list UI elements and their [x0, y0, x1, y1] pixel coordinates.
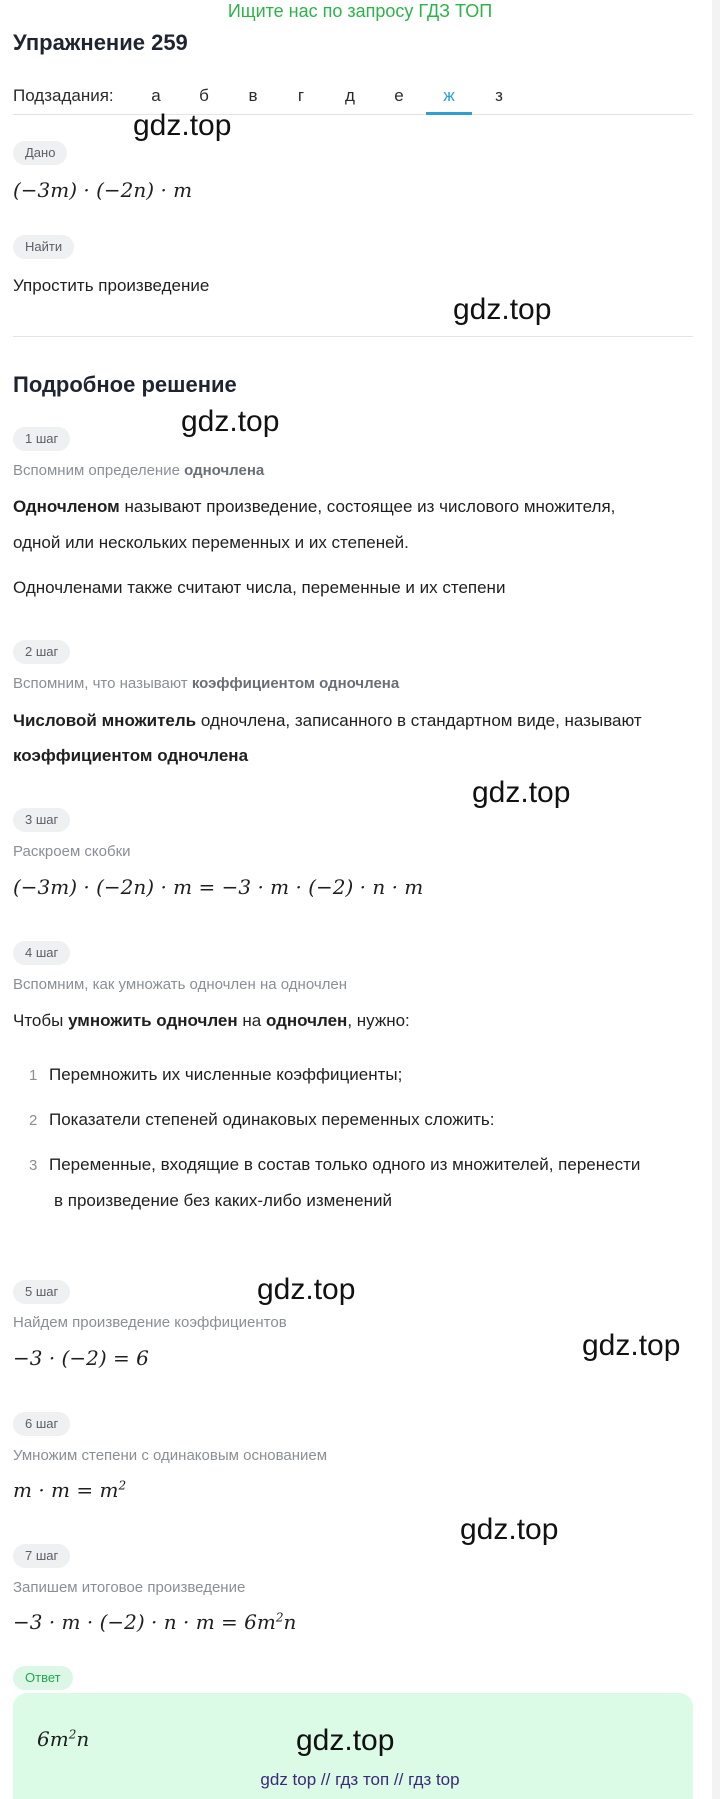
tab-b[interactable]: б	[199, 86, 209, 105]
solution-heading: Подробное решение	[13, 372, 237, 397]
step-2-definition: Числовой множитель одночлена, записанного в стандартном виде, называют	[13, 711, 642, 730]
step-2-definition-line2: коэффициентом одночлена	[13, 746, 249, 765]
list-number: 2	[29, 1112, 38, 1129]
step-6-hint: Умножим степени с одинаковым основанием	[13, 1447, 328, 1464]
step-6-badge: 6 шаг	[13, 1412, 70, 1436]
step-5-badge: 5 шаг	[13, 1280, 70, 1304]
tab-v[interactable]: в	[248, 86, 258, 105]
list-item: Перемножить их численные коэффициенты;	[49, 1065, 403, 1084]
list-number: 3	[29, 1157, 38, 1174]
list-item-continuation: в произведение без каких-либо изменений	[54, 1191, 393, 1210]
watermark: gdz.top	[453, 293, 552, 326]
active-tab-indicator	[426, 112, 472, 115]
step-1-definition: Одночленом называют произведение, состоящее из числового множителя,	[13, 497, 616, 516]
step-2-hint: Вспомним, что называют коэффициентом одночлена	[13, 675, 400, 692]
watermark: gdz.top	[582, 1329, 681, 1362]
step-3-expression: (−3m) · (−2n) · m = −3 · m · (−2) · n · m	[13, 875, 424, 899]
scrollbar[interactable]	[712, 0, 720, 1799]
step-3-hint: Раскроем скобки	[13, 843, 131, 860]
tab-e[interactable]: е	[394, 86, 404, 105]
step-7-expression: $-3 \cdot m \cdot (-2) \cdot n \cdot m = 6m^2n$	[13, 1610, 297, 1634]
tab-d[interactable]: д	[345, 86, 355, 105]
section-divider	[13, 336, 693, 337]
step-4-badge: 4 шаг	[13, 941, 70, 965]
subtasks-label: Подзадания:	[13, 86, 114, 105]
step-1-note: Одночленами также считают числа, переменные и их степени	[13, 578, 506, 597]
watermark: gdz.top	[181, 405, 280, 438]
list-number: 1	[29, 1067, 38, 1084]
step-1-badge: 1 шаг	[13, 427, 70, 451]
tab-z[interactable]: з	[495, 86, 503, 105]
step-7-badge: 7 шаг	[13, 1544, 70, 1568]
step-4-hint: Вспомним, как умножать одночлен на одночлен	[13, 976, 348, 993]
step-3-badge: 3 шаг	[13, 808, 70, 832]
step-5-expression: −3 · (−2) = 6	[13, 1346, 149, 1370]
search-banner[interactable]: Ищите нас по запросу ГДЗ ТОП	[227, 1, 493, 21]
step-2-badge: 2 шаг	[13, 640, 70, 664]
watermark: gdz.top	[257, 1273, 356, 1306]
answer-badge: Ответ	[13, 1666, 73, 1690]
given-badge: Дано	[13, 141, 67, 165]
tab-g[interactable]: г	[297, 86, 305, 105]
answer-expression: $6m^2n$	[37, 1727, 90, 1751]
watermark: gdz.top	[472, 776, 571, 809]
tabs-divider	[13, 114, 693, 115]
step-1-definition-line2: одной или нескольких переменных и их степеней.	[13, 533, 409, 552]
list-item: Переменные, входящие в состав только одного из множителей, перенести	[49, 1155, 641, 1174]
step-1-hint: Вспомним определение одночлена	[13, 462, 265, 479]
tab-zh[interactable]: ж	[443, 86, 455, 105]
step-7-hint: Запишем итоговое произведение	[13, 1579, 246, 1596]
tab-a[interactable]: а	[151, 86, 161, 105]
step-6-expression: $m \cdot m = m^2$	[13, 1478, 127, 1502]
given-expression: (−3m) · (−2n) · m	[13, 178, 193, 202]
list-item: Показатели степеней одинаковых переменных сложить:	[49, 1110, 495, 1129]
watermark: gdz.top	[296, 1724, 395, 1757]
step-5-hint: Найдем произведение коэффициентов	[13, 1314, 287, 1331]
watermark: gdz.top	[460, 1513, 559, 1546]
find-text: Упростить произведение	[13, 276, 210, 295]
page-title: Упражнение 259	[13, 30, 188, 55]
find-badge: Найти	[13, 235, 74, 259]
watermark: gdz.top	[133, 109, 232, 142]
footer-links[interactable]: gdz top // гдз топ // гдз top	[260, 1770, 460, 1789]
step-4-intro: Чтобы умножить одночлен на одночлен, нужно:	[13, 1011, 410, 1030]
